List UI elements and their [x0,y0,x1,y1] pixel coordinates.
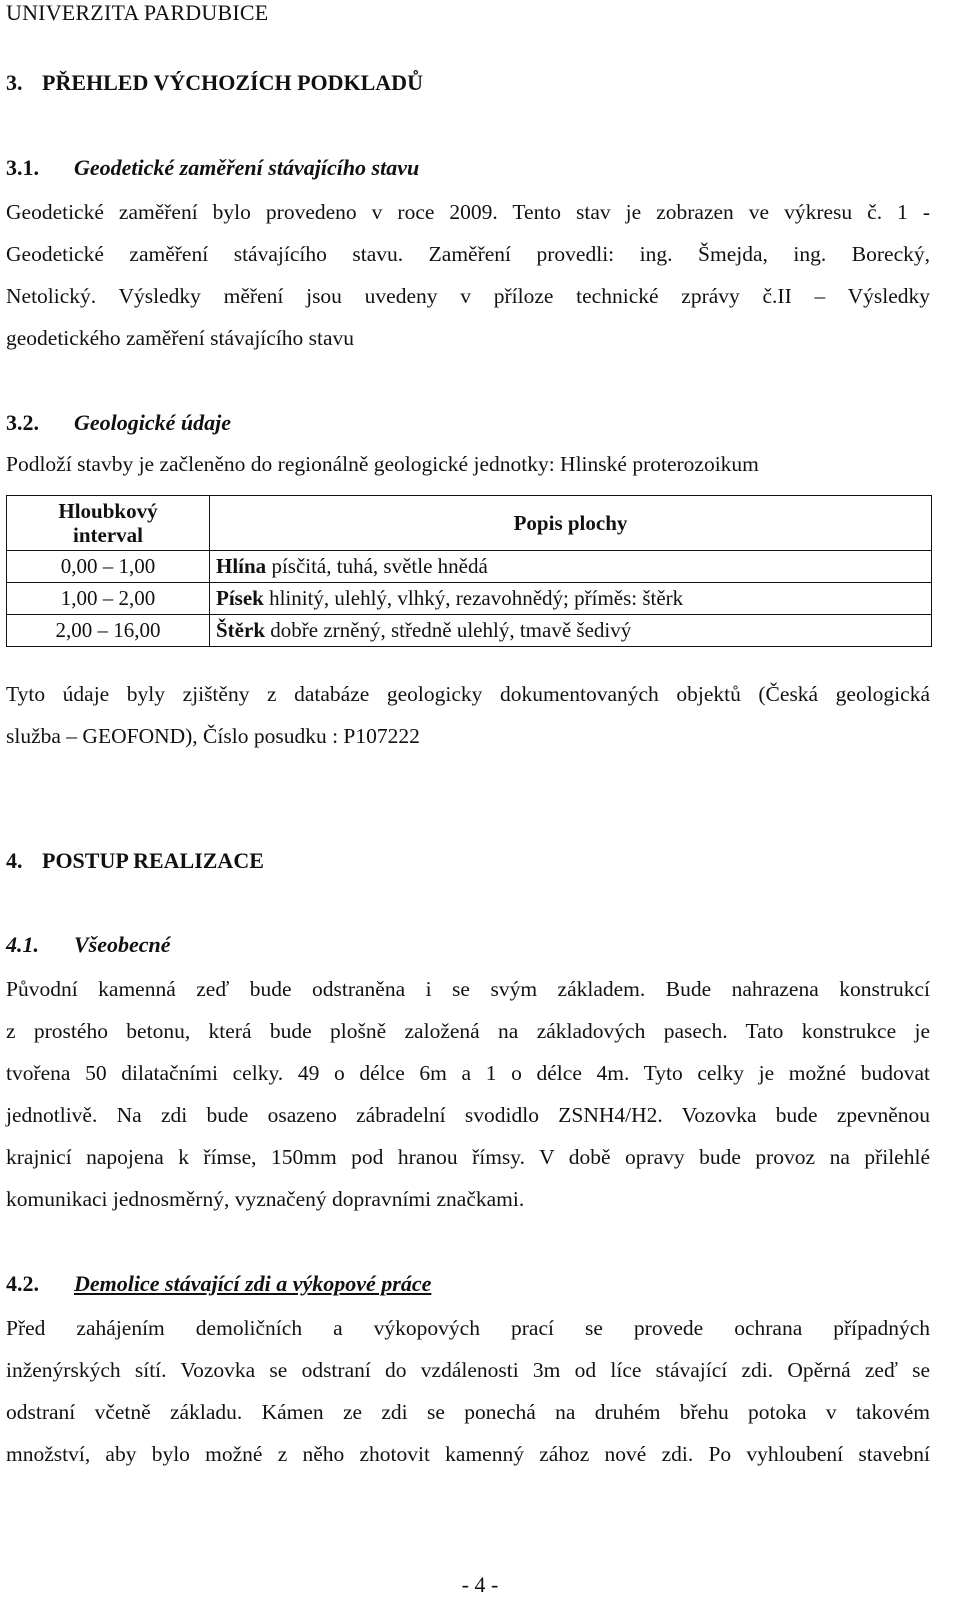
section-4-1-heading [6,932,171,958]
cell-interval: 2,00 – 16,00 [7,615,210,647]
section-4-number: 4. [6,848,23,873]
paragraph-line: služba – GEOFOND), Číslo posudku : P107222 [6,724,420,748]
paragraph-line: komunikaci jednosměrný, vyznačený dopravními značkami. [6,1187,525,1211]
paragraph-line: množství, aby bylo možné z něho zhotovit kamenný zához nové zdi. Po vyhloubení stavební [6,1442,930,1466]
section-3-2-heading [6,410,231,436]
column-header-interval-line2: interval [73,523,143,547]
paragraph-line: Původní kamenná zeď bude odstraněna i se svým základem. Bude nahrazena konstrukcí [6,977,930,1001]
page-number: - 4 - [461,1572,499,1597]
section-3-1-heading [6,155,419,181]
section-4-title: POSTUP REALIZACE [42,848,264,873]
paragraph-line: odstraní včetně základu. Kámen ze zdi se ponechá na druhém břehu potoka v takovém [6,1400,930,1424]
section-3-1-title: Geodetické zaměření stávajícího stavu [74,155,420,180]
cell-interval: 1,00 – 2,00 [7,583,210,615]
section-3-1-number: 3.1. [6,155,39,180]
section-3-2-title: Geologické údaje [74,410,232,435]
table-row [7,615,932,647]
paragraph-line: Geodetické zaměření stávajícího stavu. Zaměření provedli: ing. Šmejda, ing. Borecký, [6,242,930,266]
section-4-heading [6,848,264,874]
paragraph-line: inženýrských sítí. Vozovka se odstraní do vzdálenosti 3m od líce stávající zdi. Opěrná zeď se [6,1358,930,1382]
cell-term: Štěrk [216,618,265,642]
section-4-2-paragraph [6,1307,930,1475]
cell-description [210,551,932,583]
section-3-title: PŘEHLED VÝCHOZÍCH PODKLADŮ [42,70,423,95]
page-header-university: UNIVERZITA PARDUBICE [6,0,269,25]
section-3-2-number: 3.2. [6,410,39,435]
section-3-2-paragraph [6,673,930,757]
cell-description [210,615,932,647]
section-3-heading [6,70,423,96]
column-header-interval [7,496,210,551]
paragraph-line: krajnicí napojena k římse, 150mm pod hranou římsy. V době opravy bude provoz na přilehlé [6,1145,930,1169]
paragraph-line: Před zahájením demoličních a výkopových prací se provede ochrana případných [6,1316,930,1340]
geology-table [6,495,932,647]
cell-interval: 0,00 – 1,00 [7,551,210,583]
paragraph-line: jednotlivě. Na zdi bude osazeno zábradelní svodidlo ZSNH4/H2. Vozovka bude zpevněnou [6,1103,930,1127]
section-4-1-paragraph [6,968,930,1220]
paragraph-line: Geodetické zaměření bylo provedeno v roce 2009. Tento stav je zobrazen ve výkresu č. 1 - [6,200,930,224]
paragraph-line: Tyto údaje byly zjištěny z databáze geologicky dokumentovaných objektů (Česká geologická [6,682,930,706]
section-3-number: 3. [6,70,23,95]
paragraph-line: geodetického zaměření stávajícího stavu [6,326,355,350]
column-header-interval-line1: Hloubkový [58,499,158,523]
cell-description [210,583,932,615]
table-row [7,551,932,583]
cell-desc-text: dobře zrněný, středně ulehlý, tmavě šedivý [265,618,632,642]
table-row [7,583,932,615]
section-4-1-number: 4.1. [6,932,39,957]
section-4-2-number: 4.2. [6,1271,39,1296]
column-header-description: Popis plochy [210,496,932,551]
paragraph-line: tvořena 50 dilatačními celky. 49 o délce 6m a 1 o délce 4m. Tyto celky je možné budovat [6,1061,930,1085]
cell-desc-text: hlinitý, ulehlý, vlhký, rezavohnědý; příměs: štěrk [263,586,684,610]
section-3-2-intro: Podloží stavby je začleněno do regionálně geologické jednotky: Hlinské proterozoikum [6,452,759,476]
section-4-1-title: Všeobecné [74,932,171,957]
cell-term: Hlína [216,554,267,578]
section-4-2-title: Demolice stávající zdi a výkopové práce [74,1271,432,1296]
section-4-2-heading [6,1271,431,1297]
section-3-1-paragraph [6,191,930,359]
paragraph-line: z prostého betonu, která bude plošně založená na základových pasech. Tato konstrukce je [6,1019,930,1043]
cell-term: Písek [216,586,264,610]
table-header-row [7,496,932,551]
paragraph-line: Netolický. Výsledky měření jsou uvedeny v příloze technické zprávy č.II – Výsledky [6,284,930,308]
cell-desc-text: písčitá, tuhá, světle hnědá [266,554,488,578]
